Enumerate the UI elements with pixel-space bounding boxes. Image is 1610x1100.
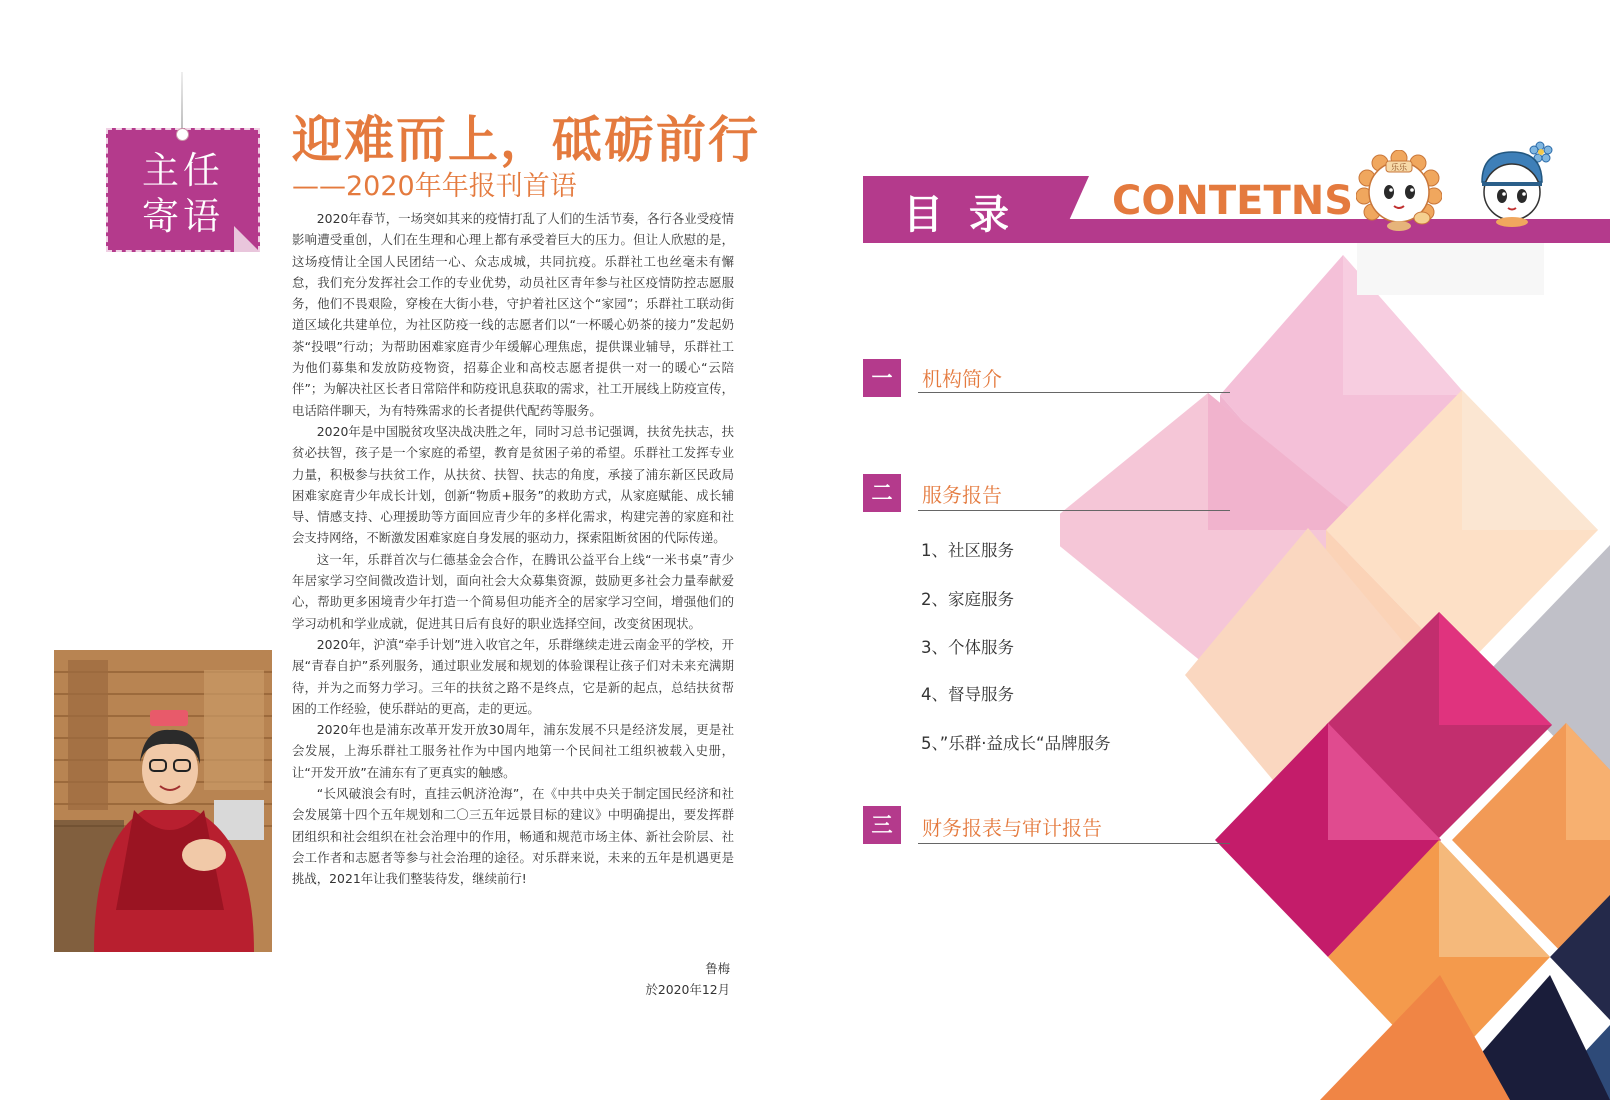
article-subtitle: ——2020年年报刊首语 (292, 171, 577, 202)
toc-section-number: 一 (863, 359, 901, 397)
article-paragraph: 2020年春节，一场突如其来的疫情打乱了人们的生活节奏，各行各业受疫情影响遭受重创，人们在生理和心理上都有承受着巨大的压力。但让人欣慰的是，这场疫情让全国人民团结一心、众志成城，共同抗疫。乐群社工也丝毫未有懈怠，我们充分发挥社会工作的专业优势，动员社区青年参与社区疫情防控志愿服务，他们不畏艰险，穿梭在大街小巷，守护着社区这个“家园”；乐群社工联动街道区域化共建单位，为社区防疫一线的志愿者们以“一杯暖心奶茶的接力”发起奶茶“投喂”行动；为帮助困难家庭青少年缓解心理焦虑，提供课业辅导，乐群社工为他们募集和发放防疫物资，招募企业和高校志愿者提供一对一的暖心“云陪伴”；为解决社区长者日常陪伴和防疫讯息获取的需求，社工开展线上防疫宣传，电话陪伴聊天，为有特殊需求的长者提供代配药等服务。 (292, 211, 734, 418)
toc-section-rule (918, 392, 1230, 393)
toc-title: 目录 (903, 192, 1035, 238)
decorative-geometric-graphic (1060, 255, 1610, 1100)
article-paragraph: “长风破浪会有时，直挂云帆济沧海”，在《中共中央关于制定国民经济和社会发展第十四个五年规划和二〇三五年远景目标的建议》中明确提出，要发挥群团组织和社会组织在社会治理中的作用，畅通和规范市场主体、新社会阶层、社会工作者和志愿者等参与社会治理的途径。对乐群来说，未来的五年是机遇更是挑战，2021年让我们整装待发，继续前行! (292, 786, 734, 887)
pin-icon (176, 128, 189, 141)
article-body (292, 208, 734, 890)
mascot1-label: 乐乐 (1391, 163, 1407, 172)
toc-sub-item[interactable]: 1、社区服务 (921, 541, 1014, 560)
toc-section-1-label[interactable]: 机构简介 (922, 367, 1002, 391)
helmet-mascot-icon (1468, 136, 1560, 228)
article-headline: 迎难而上，砥砺前行 (292, 111, 760, 169)
director-photo (54, 650, 272, 952)
article-paragraph: 这一年，乐群首次与仁德基金会合作，在腾讯公益平台上线“一米书桌”青少年居家学习空间微改造计划，面向社会大众募集资源，鼓励更多社会力量奉献爱心，帮助更多困境青少年打造一个简易但功能齐全的居家学习空间，增强他们的学习动机和学业成就，促进其日后有良好的职业选择空间，改变贫困现状。 (292, 551, 734, 631)
signature-date: 於2020年12月 (645, 982, 730, 997)
header-tab-slope (1059, 176, 1089, 243)
toc-section-rule (918, 843, 1230, 844)
toc-section-rule (918, 510, 1230, 511)
tag-label-line1: 主任 (142, 149, 224, 192)
signature-block (580, 958, 730, 1000)
toc-section-2-label[interactable]: 服务报告 (922, 483, 1002, 507)
section-tag (106, 128, 260, 252)
article-paragraph: 2020年是中国脱贫攻坚决战决胜之年，同时习总书记强调，扶贫先扶志，扶贫必扶智，孩子是一个家庭的希望，教育是贫困子弟的希望。乐群社工发挥专业力量，积极参与扶贫工作，从扶贫、扶智、扶志的角度，承接了浦东新区民政局困难家庭青少年成长计划，创新“物质+服务”的救助方式，从家庭赋能、成长辅导、情感支持、心理援助等方面回应青少年的多样化需求，构建完善的家庭和社会支持网络，不断激发困难家庭自身发展的驱动力，探索阻断贫困的代际传递。 (292, 423, 734, 546)
mascot2-label: 群群 (1504, 169, 1520, 178)
toc-sub-item[interactable]: 2、家庭服务 (921, 590, 1014, 609)
tag-label-line2: 寄语 (142, 195, 224, 238)
header-strip (1357, 243, 1544, 295)
tag-string (181, 72, 183, 132)
toc-section-3-label[interactable]: 财务报表与审计报告 (922, 816, 1102, 840)
toc-section-number: 三 (863, 806, 901, 844)
contents-english-title: CONTETNS (1112, 178, 1354, 224)
signature-name: 鲁梅 (705, 961, 730, 976)
sunflower-mascot-icon (1356, 150, 1442, 232)
toc-sub-item[interactable]: 4、督导服务 (921, 685, 1014, 704)
toc-sub-item[interactable]: 5、”乐群·益成长“品牌服务 (921, 734, 1111, 753)
article-paragraph: 2020年，沪滇“牵手计划”进入收官之年，乐群继续走进云南金平的学校，开展“青春自护”系列服务，通过职业发展和规划的体验课程让孩子们对未来充满期待，并为之而努力学习。三年的扶贫之路不是终点，它是新的起点，总结扶贫帮困的工作经验，使乐群站的更高，走的更远。 (292, 636, 734, 716)
toc-section-number: 二 (863, 474, 901, 512)
tag-corner-fold (234, 226, 260, 252)
article-paragraph: 2020年也是浦东改革开发开放30周年，浦东发展不只是经济发展，更是社会发展，上海乐群社工服务社作为中国内地第一个民间社工组织被载入史册，让“开发开放”在浦东有了更真实的触感。 (292, 722, 734, 780)
toc-sub-item[interactable]: 3、个体服务 (921, 638, 1014, 657)
